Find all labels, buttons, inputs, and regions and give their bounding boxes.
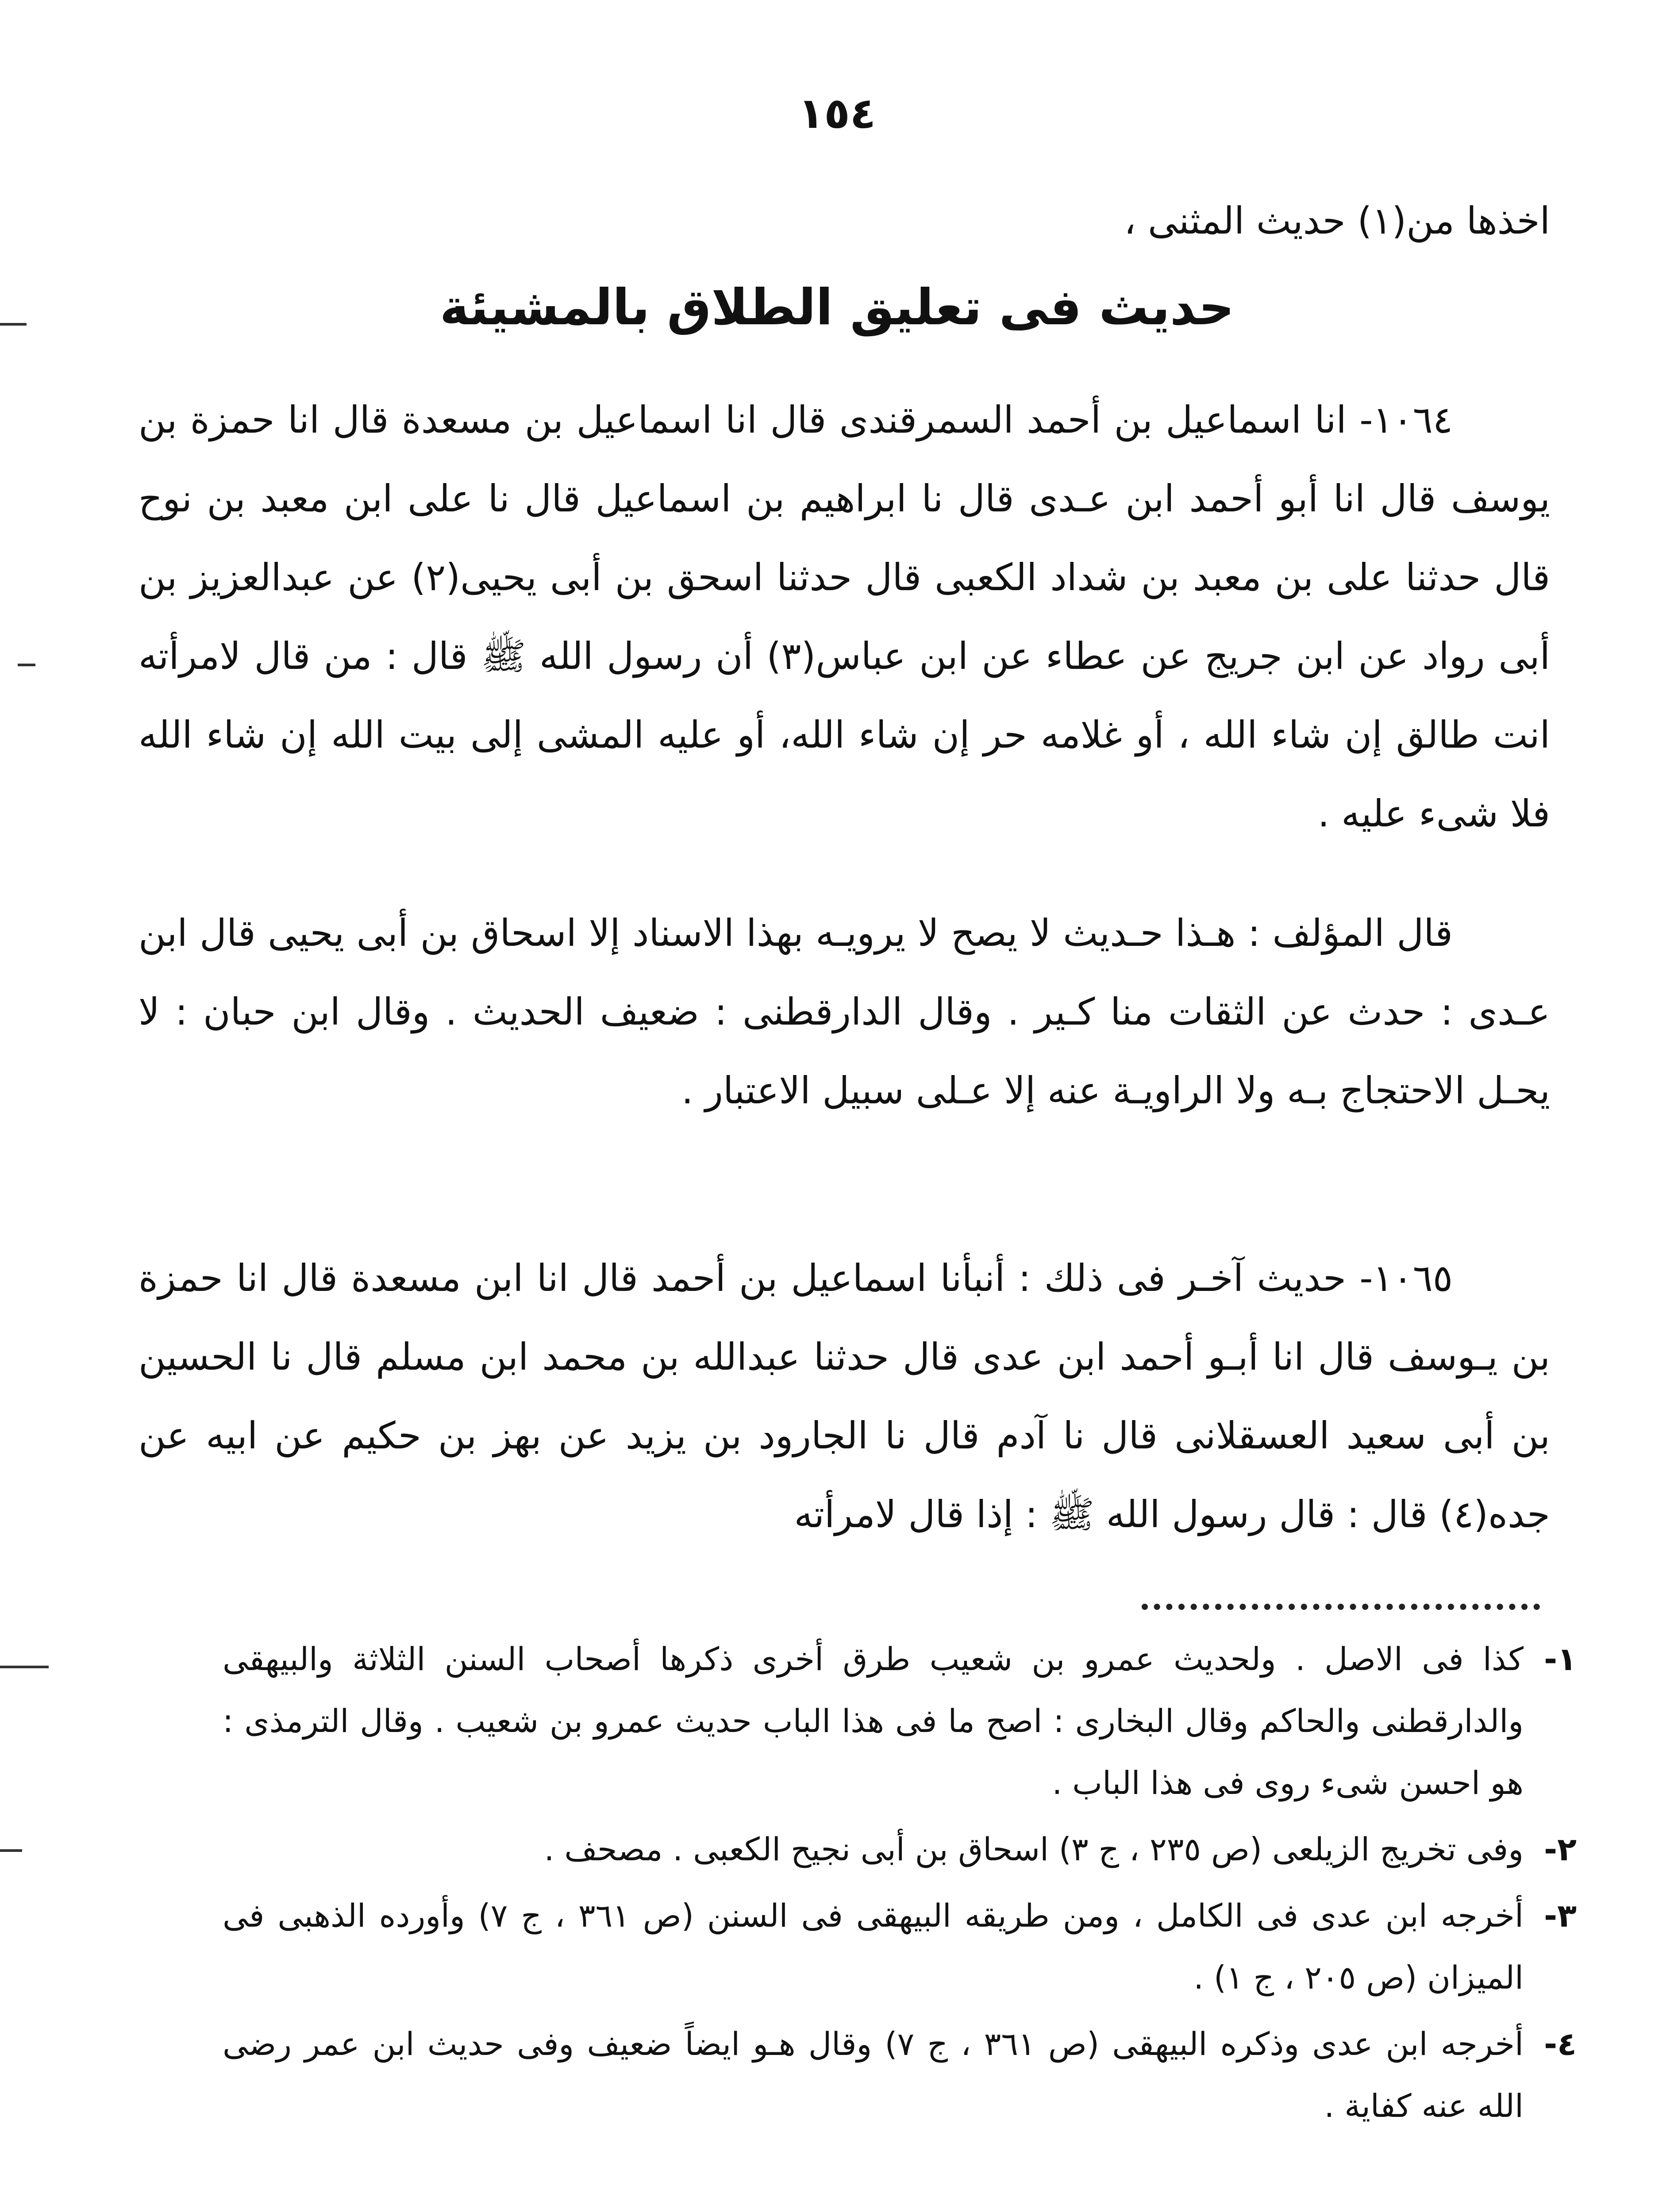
margin-mark (0, 1666, 49, 1668)
footnote-separator (1142, 1604, 1540, 1610)
footnote-text: وفى تخريج الزيلعى (ص ٢٣٥ ، ج ٣) اسحاق بن أبى نجيح الكعبى . مصحف . (544, 1831, 1524, 1868)
footnotes (223, 1628, 1577, 2141)
intro-line: اخذها من(١) حديث المثنى ، (1124, 199, 1550, 242)
footnote-text: أخرجه ابن عدى فى الكامل ، ومن طريقه البيهقى فى السنن (ص ٣٦١ ، ج ٧) وأورده الذهبى فى الميزان (ص ٢٠٥ ، ج ١) . (223, 1897, 1524, 1996)
footnote-text: كذا فى الاصل . ولحديث عمرو بن شعيب طرق أخرى ذكرها أصحاب السنن الثلاثة والبيهقى والدارقطنى والحاكم وقال البخارى : اصح ما فى هذا الباب حديث عمرو بن شعيب . وقال الترمذى : هو احسن شىء روى فى هذا الباب . (223, 1640, 1524, 1801)
footnote-number: ٤- (1544, 2025, 1577, 2062)
margin-mark (18, 664, 35, 666)
hadith-1064-paragraph: ١٠٦٤- انا اسماعيل بن أحمد السمرقندى قال انا اسماعيل بن مسعدة قال انا حمزة بن يوسف قال انا أبو أحمد ابن عـدى قال نا ابراهيم بن اسماعيل قال نا على ابن معبد بن نوح قال حدثنا على بن معبد بن شداد الكعبى قال حدثنا اسحق بن أبى يحيى(٢) عن عبدالعزيز بن أبى رواد عن ابن جريج عن عطاء عن ابن عباس(٣) أن رسول الله ﷺ قال : من قال لامرأته انت طالق إن شاء الله ، أو غلامه حر إن شاء الله، أو عليه المشى إلى بيت الله إن شاء الله فلا شىء عليه . (139, 398, 1551, 835)
hadith-1065-paragraph: ١٠٦٥- حديث آخـر فى ذلك : أنبأنا اسماعيل بن أحمد قال انا ابن مسعدة قال انا حمزة بن يـوسف قال انا أبـو أحمد ابن عدى قال حدثنا عبدالله بن محمد ابن مسلم قال نا الحسين بن أبى سعيد العسقلانى قال نا آدم قال نا الجارود بن يزيد عن بهز بن حكيم عن ابيه عن جده(٤) قال : قال رسول الله ﷺ : إذا قال لامرأته (139, 1256, 1550, 1536)
footnote-number: ٣- (1544, 1897, 1577, 1934)
footnote-text: أخرجه ابن عدى وذكره البيهقى (ص ٣٦١ ، ج ٧) وقال هـو ايضاً ضعيف وفى حديث ابن عمر رضى الله عنه كفاية . (223, 2025, 1524, 2124)
footnote-4 (223, 2013, 1577, 2137)
footnote-3 (223, 1885, 1577, 2008)
footnote-number: ٢- (1544, 1831, 1577, 1868)
section-heading: حديث فى تعليق الطلاق بالمشيئة (439, 279, 1235, 336)
footnote-2 (223, 1818, 1577, 1880)
author-comment-paragraph: قال المؤلف : هـذا حـديث لا يصح لا يرويـه بهذا الاسناد إلا اسحاق بن أبى يحيى قال ابن عـدى : حدث عن الثقات منا كـير . وقال الدارقطنى : ضعيف الحديث . وقال ابن حبان : لا يحـل الاحتجاج بـه ولا الراويـة عنه إلا عـلى سبيل الاعتبار . (139, 911, 1550, 1112)
margin-mark (0, 1849, 22, 1852)
page-number: ١٥٤ (798, 88, 876, 138)
footnote-number: ١- (1544, 1640, 1577, 1678)
footnote-1 (223, 1628, 1577, 1814)
